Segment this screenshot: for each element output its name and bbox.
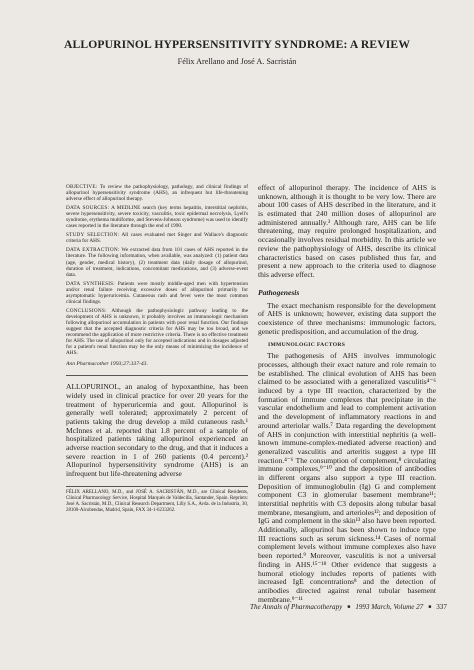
affiliation-text: FÉLIX ARELLANO, M.D., and JOSÉ A. SACRISTÁN, M.D., are Clinical Residents, Clinical Pharmacology Service, Hospital Marqués de Valdecilla, Santander, Spain. Reprints: José A. Sacristán, M.D., Clinical Research Department, Lilly S.A., Avda. de la Industria, 30, 28100-Alcobendas, Madrid, Spain, FAX 34-1-6233262. [66,489,248,513]
abstract-extraction: DATA EXTRACTION: We extracted data from 101 cases of AHS reported in the literature. The following information, when available, was analyzed: (1) patient data (age, gender, medical history), (2) treatment data (daily dosage of allopurinol, duration of treatment, indications, concomitant medications, and (3) adverse-event data. [66,247,248,278]
intro-paragraph: ALLOPURINOL, an analog of hypoxanthine, has been widely used in clinical practice for over 20 years for the treatment of hyperuricemia and gout. Allopurinol is generally well tolerated; approximately 2 percent of patients taking the drug develop a mild cutaneous rash.¹ McInnes et al. reported that 1.8 percent of a sample of hospitalized patients taking allopurinol experienced an adverse reaction secondary to the drug, and that it induces a severe reaction in 1 of 260 patients (0.4 percent).² Allopurinol hypersensitivity syndrome (AHS) is an infrequent but life-threatening adverse [66,382,248,479]
footer-issue: 1993 March, Volume 27 [355,603,424,611]
abstract-citation: Ann Pharmacother 1993;27:337-43. [66,361,148,368]
abstract-sources: DATA SOURCES: A MEDLINE search (key terms hepatitis, interstitial nephritis, severe hypersensitivity, severe toxicity, vasculitis, toxic epidermal necrolysis, Lyell's syndrome, erythema multiforme, and Stevens-Johnson syndrome) was used to identify cases reported in the literature through the end of 1990. [66,205,248,230]
abstract-objective: OBJECTIVE: To review the pathophysiology, pathology, and clinical findings of allopurinol hypersensitivity syndrome (AHS), an infrequent but life-threatening adverse effect of allopurinol therapy. [66,184,248,203]
author-affiliation [66,486,248,514]
pathogenesis-paragraph: The exact mechanism responsible for the development of AHS is unknown; however, existing data support the coexistence of three mechanisms: immunologic factors, genetic predisposition, and accumulation of the drug. [258,300,436,336]
divider [66,375,248,376]
right-column [258,184,436,604]
immunologic-paragraph: The pathogenesis of AHS involves immunologic processes, although their exact nature and role remain to be established. The clinical evolution of AHS has been claimed to be associated with a generalized vasculitis⁴⁻⁶ induced by a type III reaction, characterized by the formation of immune complexes that precipitate in the vascular endothelium and lead to complement activation and the development of inflammatory reactions in and around arteriolar walls.⁷ Data regarding the development of AHS in conjunction with interstitial nephritis (a well-known immune-complex-mediated adverse reaction) and generalized vasculitis and arteritis suggest a type III reaction.⁴⁻⁶ The consumption of complement,⁸ circulating immune complexes,⁹⁻¹⁰ and the deposition of antibodies in different organs also support a type III reaction. Deposition of immunoglobulin (Ig) G and complement component C3 in glomerular basement membrane¹¹; interstitial nephritis with C3 deposits along tubular basal membrane, mesangium, and arterioles¹²; and deposition of IgG and complement in the skin¹³ also have been reported. Additionally, allopurinol has been shown to induce type III reactions such as serum sickness.¹⁴ Cases of normal complement levels without immune complexes also have been reported.⁹ Moreover, vasculitis is not a universal finding in AHS.¹⁵⁻¹⁸ Other evidence that suggests a humoral etiology includes reports of patients with increased IgE concentrations⁸ and the detection of antibodies directed against renal tubular basement membrane.⁹⁻¹¹ [258,351,436,604]
left-column [66,184,248,513]
abstract-selection: STUDY SELECTION: All cases evaluated met Singer and Wallace's diagnostic criteria for AHS. [66,232,248,245]
abstract [66,184,248,356]
abstract-conclusions: CONCLUSIONS: Although the pathophysiologic pathway leading to the development of AHS is unknown, it probably involves an immunologic mechanism following allopurinol accumulation in patients with poor renal function. Our findings suggest that the accepted diagnostic criteria for AHS may be too broad, and we recommend the application of more restrictive criteria. There is no effective treatment for AHS. The use of allopurinol only for accepted indications and in dosages adjusted for a patient's renal function may be the only means of minimizing the incidence of AHS. [66,307,248,357]
intro-text [66,383,248,479]
subsection-heading: IMMUNOLOGIC FACTORS [268,342,346,349]
footer-journal: The Annals of Pharmacotherapy [250,603,343,611]
square-bullet-icon: ■ [347,605,351,610]
intro-continued: effect of allopurinol therapy. The incidence of AHS is unknown, although it is thought to be very low. There are about 100 cases of AHS described in the literature, and it is estimated that 240 million doses of allopurinol are administered annually.³ Although rare, AHS can be life threatening, may require prolonged hospitalization, and occasionally involves residual morbidity. In this article we review the pathophysiology of AHS, describe its clinical characteristics based on cases published thus far, and present a new approach to the criteria used to diagnose this adverse effect. [258,184,436,279]
page-footer [250,603,447,611]
article-authors: Félix Arellano and José A. Sacristán [177,57,297,66]
page-number: 337 [436,603,447,611]
article-title: ALLOPURINOL HYPERSENSITIVITY SYNDROME: A REVIEW [63,38,411,51]
section-heading: Pathogenesis [258,287,300,297]
square-bullet-icon: ■ [428,605,432,610]
abstract-synthesis: DATA SYNTHESIS: Patients were mostly middle-aged men with hypertension and/or renal failure receiving excessive doses of allopurinol primarily for asymptomatic hyperuricemia. Cutaneous rash and fever were the most common clinical findings. [66,280,248,305]
